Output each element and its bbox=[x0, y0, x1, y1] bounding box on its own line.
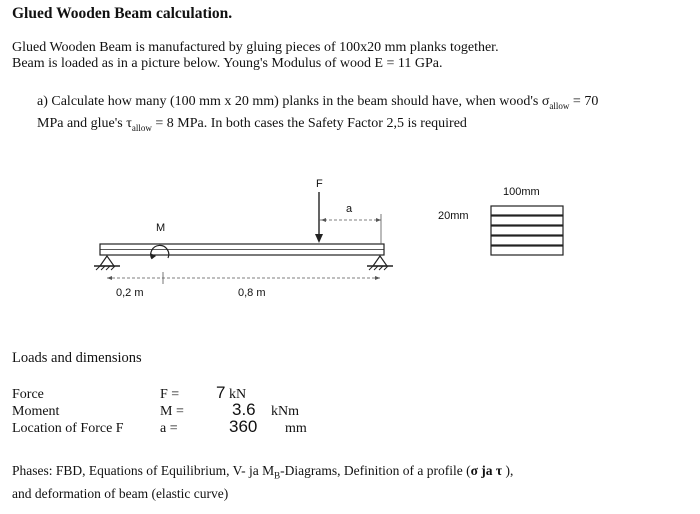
moment-row-name: Moment bbox=[12, 404, 60, 419]
section-height-label: 20mm bbox=[438, 210, 469, 222]
beam bbox=[100, 244, 384, 255]
intro-line-2: Beam is loaded as in a picture below. Young's Modulus of wood E = 11 GPa. bbox=[12, 56, 443, 71]
moment-row-symbol: M = bbox=[160, 404, 184, 419]
loads-heading: Loads and dimensions bbox=[12, 350, 142, 366]
moment-b-subscript: B bbox=[274, 470, 281, 481]
sigma-allow-subscript: allow bbox=[549, 100, 570, 111]
a-dimension bbox=[319, 214, 381, 244]
moment-value: 3.6 bbox=[232, 400, 256, 419]
phases-line-1 bbox=[12, 462, 513, 485]
location-value: 360 bbox=[229, 417, 258, 436]
force-arrow bbox=[315, 192, 323, 243]
sigma-tau-symbols: σ ja τ bbox=[470, 463, 503, 478]
phases-line-2: and deformation of beam (elastic curve) bbox=[12, 485, 229, 501]
moment-unit: kNm bbox=[271, 404, 299, 419]
location-row-name: Location of Force F bbox=[12, 421, 124, 436]
task-line-2-end: = 8 MPa. In both cases the Safety Factor 2,5 is required bbox=[151, 115, 467, 131]
phases-line-1-mid: -Diagrams, Definition of a profile ( bbox=[280, 463, 471, 478]
phases-line-1-end: ), bbox=[502, 463, 514, 478]
moment-label: M bbox=[156, 222, 166, 234]
location-row-symbol: a = bbox=[160, 421, 178, 436]
force-label: F bbox=[316, 178, 323, 190]
location-unit: mm bbox=[285, 421, 307, 436]
cross-section bbox=[491, 206, 563, 255]
force-value: 7 bbox=[216, 383, 226, 402]
span-dimension-line bbox=[107, 272, 380, 284]
phases-line-1-text: Phases: FBD, Equations of Equilibrium, V- ja M bbox=[12, 463, 275, 478]
dim-left-label: 0,2 m bbox=[116, 287, 144, 299]
dim-right-label: 0,8 m bbox=[238, 287, 266, 299]
task-line-1-text: a) Calculate how many (100 mm x 20 mm) planks in the beam should have, when wood's σ bbox=[37, 94, 550, 109]
force-row-name: Force bbox=[12, 387, 44, 402]
force-unit: kN bbox=[229, 387, 247, 402]
intro-line-1: Glued Wooden Beam is manufactured by gluing pieces of 100x20 mm planks together. bbox=[12, 40, 499, 55]
tau-allow-subscript: allow bbox=[131, 122, 152, 133]
section-width-label: 100mm bbox=[503, 186, 540, 198]
phases-text bbox=[12, 462, 513, 502]
left-support bbox=[94, 256, 120, 270]
force-row-symbol: F = bbox=[160, 387, 180, 402]
page-title: Glued Wooden Beam calculation. bbox=[12, 5, 233, 22]
task-line-1-end: = 70 bbox=[569, 94, 599, 109]
right-support bbox=[367, 256, 393, 270]
a-label: a bbox=[346, 203, 353, 215]
task-line-2-text: MPa and glue's τ bbox=[37, 115, 132, 131]
